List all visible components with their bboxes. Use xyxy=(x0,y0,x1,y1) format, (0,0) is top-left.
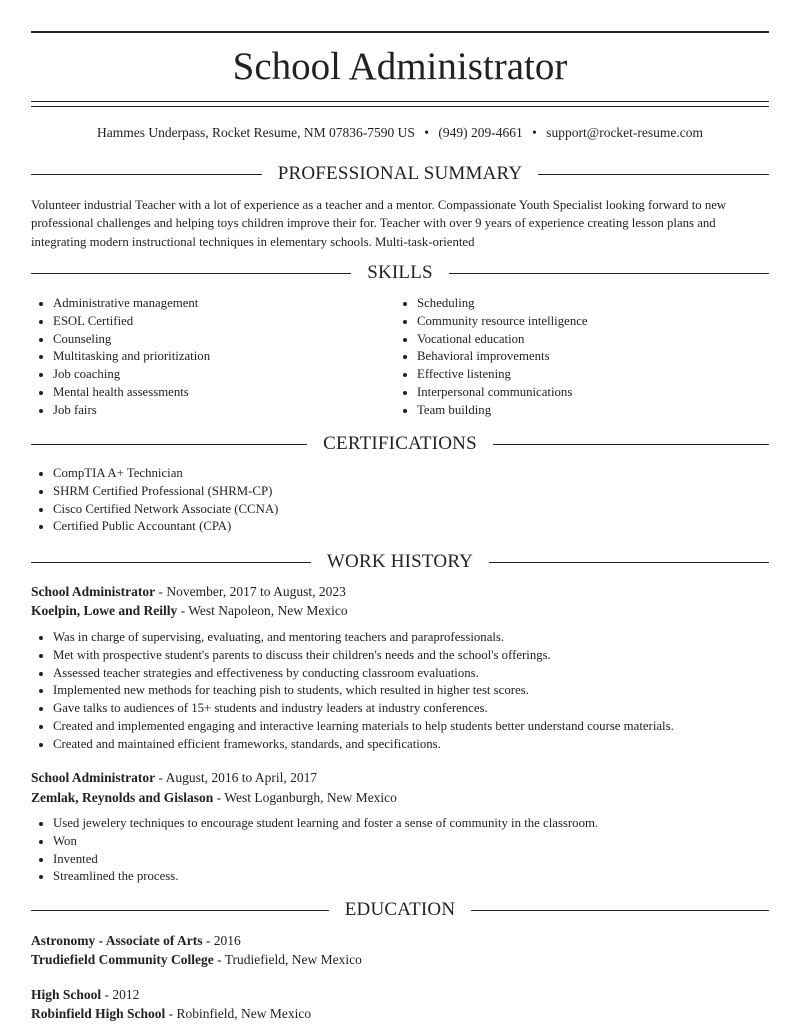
education-location: - Robinfield, New Mexico xyxy=(165,1006,312,1021)
section-rule xyxy=(31,273,351,274)
job-bullet: • Used jewelery techniques to encourage student learning and foster a sense of community in the classroom. xyxy=(53,815,598,833)
skill-item: • Vocational education xyxy=(417,331,588,349)
job-bullet: • Invented xyxy=(53,851,598,869)
job-company: Koelpin, Lowe and Reilly xyxy=(31,603,178,618)
header-double-rule xyxy=(31,101,769,107)
job-bullet: • Assessed teacher strategies and effectiveness by conducting classroom evaluations. xyxy=(53,665,674,683)
job-bullet: • Won xyxy=(53,833,598,851)
skill-item: • Scheduling xyxy=(417,295,588,313)
skill-item: • Interpersonal communications xyxy=(417,384,588,402)
skill-item: • Community resource intelligence xyxy=(417,313,588,331)
work-section-header xyxy=(31,552,769,572)
skills-list-left xyxy=(31,295,210,420)
certification-item: • Cisco Certified Network Associate (CCNA) xyxy=(53,501,278,519)
section-rule xyxy=(31,562,311,563)
skill-item: • Effective listening xyxy=(417,366,588,384)
education-year: - 2012 xyxy=(101,987,140,1002)
contact-separator: • xyxy=(424,125,430,140)
certifications-title: CERTIFICATIONS xyxy=(323,433,477,454)
skills-list-right xyxy=(395,295,588,420)
contact-phone: (949) 209-4661 xyxy=(438,125,523,140)
job-bullet: • Created and maintained efficient frameworks, standards, and specifications. xyxy=(53,736,674,754)
skill-item: • Multitasking and prioritization xyxy=(53,348,210,366)
work-title: WORK HISTORY xyxy=(326,551,474,572)
skill-item: • Job fairs xyxy=(53,402,210,420)
job-bullet: • Gave talks to audiences of 15+ students and industry leaders at industry conferences. xyxy=(53,700,674,718)
education-school-line xyxy=(31,1006,311,1022)
section-rule xyxy=(449,273,769,274)
summary-text: Volunteer industrial Teacher with a lot of experience as a teacher and a mentor. Compassionate Youth Specialist looking forward to new professional challenges and helping toys children improve their for. Teacher with over 9 years of experience creating lesson plans and integrating modern instructional techniques in elementary schools. Multi-task-oriented xyxy=(31,198,727,249)
skill-item: • Mental health assessments xyxy=(53,384,210,402)
resume-name: School Administrator xyxy=(232,45,568,88)
skill-item: • Counseling xyxy=(53,331,210,349)
job-company-line xyxy=(31,790,397,806)
education-degree-line xyxy=(31,933,241,949)
section-rule xyxy=(31,444,307,445)
job-role: School Administrator xyxy=(31,584,156,599)
education-title: EDUCATION xyxy=(344,899,456,920)
job-role: School Administrator xyxy=(31,770,156,785)
education-school-line xyxy=(31,952,362,968)
education-school: Trudiefield Community College xyxy=(31,952,214,967)
job-title-line xyxy=(31,584,346,600)
top-rule xyxy=(31,31,769,33)
job-title-line xyxy=(31,770,317,786)
section-rule xyxy=(493,444,769,445)
job-bullets xyxy=(31,815,598,886)
job-location: - West Napoleon, New Mexico xyxy=(177,603,348,618)
education-degree-line xyxy=(31,987,139,1003)
job-bullet: • Implemented new methods for teaching pish to students, which resulted in higher test scores. xyxy=(53,682,674,700)
contact-address: Hammes Underpass, Rocket Resume, NM 07836-7590 US xyxy=(96,125,415,140)
job-dates: - August, 2016 to April, 2017 xyxy=(155,770,318,785)
summary-title: PROFESSIONAL SUMMARY xyxy=(277,163,523,184)
certification-item: • CompTIA A+ Technician xyxy=(53,465,278,483)
job-bullet: • Created and implemented engaging and interactive learning materials to help students better understand course materials. xyxy=(53,718,674,736)
skill-item: • Team building xyxy=(417,402,588,420)
section-rule xyxy=(31,910,329,911)
job-location: - West Loganburgh, New Mexico xyxy=(213,790,397,805)
certification-item: • Certified Public Accountant (CPA) xyxy=(53,518,278,536)
job-bullet: • Met with prospective student's parents to discuss their children's needs and the school's offerings. xyxy=(53,647,674,665)
certification-item: • SHRM Certified Professional (SHRM-CP) xyxy=(53,483,278,501)
section-rule xyxy=(538,174,769,175)
certifications-section-header xyxy=(31,434,769,454)
education-location: - Trudiefield, New Mexico xyxy=(213,952,362,967)
education-year: - 2016 xyxy=(202,933,241,948)
education-school: Robinfield High School xyxy=(31,1006,166,1021)
education-section-header xyxy=(31,900,769,920)
job-company: Zemlak, Reynolds and Gislason xyxy=(31,790,214,805)
skill-item: • Administrative management xyxy=(53,295,210,313)
contact-separator: • xyxy=(532,125,537,140)
skill-item: • ESOL Certified xyxy=(53,313,210,331)
job-bullet: • Was in charge of supervising, evaluating, and mentoring teachers and paraprofessionals. xyxy=(53,629,674,647)
certifications-list xyxy=(31,465,278,536)
section-rule xyxy=(489,562,769,563)
job-company-line xyxy=(31,603,348,619)
section-rule xyxy=(471,910,769,911)
skills-section-header xyxy=(31,263,769,283)
contact-line xyxy=(31,125,769,141)
job-bullets xyxy=(31,629,674,754)
section-rule xyxy=(31,174,262,175)
contact-email: support@rocket-resume.com xyxy=(546,125,704,140)
summary-section-header xyxy=(31,164,769,184)
skill-item: • Job coaching xyxy=(53,366,210,384)
education-degree: High School xyxy=(31,987,102,1002)
job-bullet: • Streamlined the process. xyxy=(53,868,598,886)
education-degree: Astronomy - Associate of Arts xyxy=(31,933,203,948)
skills-title: SKILLS xyxy=(367,262,433,283)
job-dates: - November, 2017 to August, 2023 xyxy=(155,584,346,599)
skill-item: • Behavioral improvements xyxy=(417,348,588,366)
